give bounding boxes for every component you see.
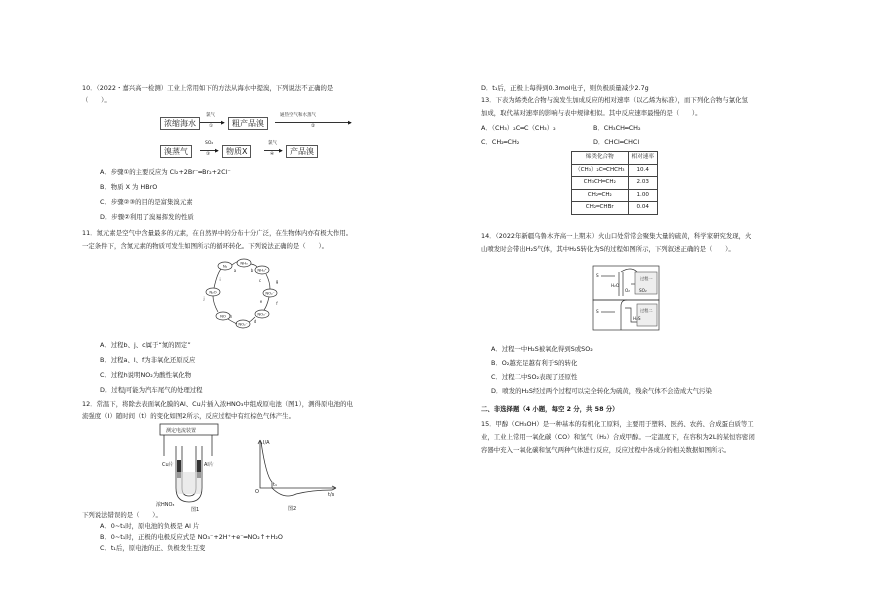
q13-option-b: B．CH₃CH═CH₂ bbox=[593, 124, 641, 132]
figure-label-so2: SO₂ bbox=[639, 288, 647, 293]
figure-2-caption: 图2 bbox=[288, 506, 297, 512]
table-header-cell: 相对速率 bbox=[628, 152, 657, 165]
q14-option-a: A．过程一中H₂S被氧化得到S或SO₂ bbox=[491, 345, 593, 353]
galvanic-cell-figure-1 bbox=[146, 422, 246, 512]
flow1-arrow1-label: 氯气 bbox=[206, 113, 215, 118]
figure-label-process1: 过程一 bbox=[640, 276, 653, 281]
cu-electrode-label: Cu片 bbox=[162, 462, 174, 468]
q12-question: 下列说法错误的是（ ）。 bbox=[82, 511, 162, 519]
table-cell: 0.04 bbox=[628, 202, 657, 215]
table-cell: CH₃CH═CH₂ bbox=[572, 177, 629, 190]
q11-option-a: A．过程b、j、c属于“氮的固定” bbox=[100, 341, 191, 349]
cycle-node-2: NH₃ bbox=[240, 260, 248, 266]
q10-option-a: A．步骤①的主要反应为 Cl₂+2Br⁻═Br₂+2Cl⁻ bbox=[100, 168, 231, 176]
cycle-letter-e: e bbox=[259, 299, 263, 304]
figure-label-s-bottom: S bbox=[596, 309, 599, 314]
flow2-box-substance-x: 物质X bbox=[222, 145, 251, 158]
q15-line3: 容器中充入一氧化碳和氢气两种气体进行反应，反应过程中各成分的相关数据如图所示。 bbox=[481, 446, 731, 454]
q15-line1: 15．甲醇（CH₃OH）是一种基本的有机化工原料，主要用于塑料、医药、农药、合成蛋白质等工 bbox=[481, 420, 754, 428]
table-row bbox=[572, 164, 658, 177]
cycle-letter-h: h bbox=[229, 314, 233, 319]
q10-stem-line2: （ ）。 bbox=[82, 96, 111, 104]
arrow-head-icon: ▶ bbox=[348, 120, 352, 126]
q13-stem-line2: 加成，取代基对速率的影响与表中规律相似。其中反应速率最慢的是（ ）。 bbox=[481, 109, 702, 117]
arrow-head-icon: ▶ bbox=[279, 148, 283, 154]
current-time-graph-figure-2 bbox=[252, 438, 342, 514]
cycle-node-4: NO₂⁻ bbox=[265, 290, 275, 296]
figure-label-o2: O₂ bbox=[625, 288, 630, 293]
cycle-node-6: NO₂⁻ bbox=[238, 321, 248, 327]
cycle-letter-g: g bbox=[275, 279, 279, 284]
figure-label-process2: 过程二 bbox=[640, 308, 653, 313]
flow1-arrow2-label: 通热空气和水蒸气 bbox=[280, 113, 316, 118]
cycle-letter-f: f bbox=[276, 301, 278, 306]
table-cell: 1.00 bbox=[628, 189, 657, 202]
graph-x-axis-label: t/s bbox=[328, 492, 335, 498]
q14-option-d: D．喷发的H₂S经过两个过程可以完全转化为硫黄，残余气体不会造成大气污染 bbox=[491, 387, 712, 395]
flow2-box-bromine-vapor: 溴蒸气 bbox=[160, 145, 192, 158]
q13-option-c: C．CH₂═CH₂ bbox=[481, 138, 520, 146]
q12-option-d: D．t₁后，正极上每得到0.3mol电子，则负极质量减少2.7g bbox=[481, 84, 649, 92]
q13-stem-line1: 13．下表为烯类化合物与溴发生加成反应的相对速率（以乙烯为标准），而下列化合物与氯化氢 bbox=[481, 96, 748, 104]
q11-option-b: B．过程a、l、f为非氧化还原反应 bbox=[100, 356, 196, 364]
figure-1-caption: 图1 bbox=[191, 507, 200, 512]
q14-option-c: C．过程二中SO₂表现了还原性 bbox=[491, 373, 578, 381]
table-header-cell: 烯类化合物 bbox=[572, 152, 629, 165]
arrow-head-icon: ▶ bbox=[221, 120, 225, 126]
table-cell: 2.03 bbox=[628, 177, 657, 190]
cycle-node-5: NO₃⁻ bbox=[257, 311, 267, 317]
q14-stem-line1: 14．（2022年新疆乌鲁木齐高一上期末）火山口处常常会聚集大量的硫黄，科学家研究发现，火 bbox=[481, 232, 752, 240]
cycle-letter-c: c bbox=[258, 278, 262, 283]
cycle-letter-i: i bbox=[219, 277, 221, 282]
q10-option-d: D．步骤②利用了溴易挥发的性质 bbox=[100, 213, 194, 221]
flow2-box-product-bromine: 产品溴 bbox=[286, 145, 318, 158]
cycle-letter-j: j bbox=[203, 296, 205, 301]
flow1-box-concentrated-seawater: 浓缩海水 bbox=[160, 117, 200, 130]
volcano-h2s-figure bbox=[591, 262, 663, 336]
flow2-arrow2-step: ④ bbox=[270, 152, 275, 157]
flow1-box-crude-bromine: 粗产品溴 bbox=[228, 117, 268, 130]
q12-option-c: C．t₁后，原电池的正、负极发生互变 bbox=[100, 544, 206, 552]
arrow-head-icon: ▶ bbox=[215, 148, 219, 154]
q10-stem-line1: 10．（2022・嘉兴高一检测）工业上常用如下的方法从海水中提溴，下列说法不正确的是 bbox=[82, 84, 334, 92]
q13-option-d: D．CHCl═CHCl bbox=[593, 138, 640, 146]
q14-option-b: B．O₂越充足越有利于S的转化 bbox=[491, 359, 578, 367]
q11-stem-line1: 11．氮元素是空气中含量最多的元素，在自然界中的分布十分广泛，在生物体内亦有极大作用。 bbox=[82, 229, 353, 237]
q12-stem-line1: 12．常温下，将除去表面氧化膜的Al、Cu片插入浓HNO₃中组成原电池（图1），测得原电池的电 bbox=[82, 400, 353, 408]
figure-label-h2s: H₂S bbox=[633, 316, 641, 321]
alkene-rate-table bbox=[571, 151, 658, 215]
table-cell: CH₂═CHBr bbox=[572, 202, 629, 215]
graph-t1-label: t₁ bbox=[273, 482, 277, 488]
cycle-node-1: N₂ bbox=[222, 263, 228, 269]
nitrogen-cycle-diagram bbox=[200, 256, 286, 332]
flow1-arrow1-step: ① bbox=[209, 124, 214, 129]
q11-option-c: C．过程h说明NO₂为酸性氧化物 bbox=[100, 371, 192, 379]
figure-label-h2o: H₂O bbox=[611, 283, 620, 288]
q11-stem-line2: 一定条件下，含氮元素的物质可发生如图所示的循环转化。下列说法正确的是（ ）。 bbox=[82, 242, 329, 250]
q14-stem-line2: 山喷发时会带出H₂S气体，其中H₂S转化为S的过程如图所示，下列叙述正确的是（ ）。 bbox=[481, 245, 735, 253]
acid-label: 浓HNO₃ bbox=[156, 502, 175, 508]
al-electrode-label: Al片 bbox=[204, 462, 214, 468]
current-meter-label: 测定电流装置 bbox=[166, 428, 197, 434]
figure-label-s-top: S bbox=[596, 273, 599, 278]
section-heading-non-choice: 二、非选择题（4 小题，每空 2 分，共 58 分） bbox=[481, 405, 619, 413]
cycle-node-7: NO bbox=[220, 313, 226, 319]
q12-option-a: A．0~t₁时，原电池的负极是 Al 片 bbox=[100, 522, 200, 530]
q10-option-b: B．物质 X 为 HBrO bbox=[100, 183, 158, 191]
q10-option-c: C．步骤②③的目的是富集溴元素 bbox=[100, 198, 193, 206]
flow2-arrow1-step: ③ bbox=[206, 152, 211, 157]
table-row bbox=[572, 202, 658, 215]
q12-option-b: B．0~t₁时，正极的电极反应式是 NO₃⁻+2H⁺+e⁻═NO₂↑+H₂O bbox=[100, 533, 283, 541]
cycle-letter-a: a bbox=[233, 268, 237, 273]
table-row bbox=[572, 177, 658, 190]
cycle-node-3: NH₄⁺ bbox=[257, 267, 267, 273]
q11-option-d: D．过程j可能为汽车尾气的处理过程 bbox=[100, 386, 203, 394]
graph-y-axis-label: I/A bbox=[263, 440, 270, 446]
flow1-arrow2-step: ② bbox=[311, 124, 316, 129]
q13-option-a: A．（CH₃）₂C═C（CH₃）₂ bbox=[481, 124, 556, 132]
cycle-letter-d: d bbox=[253, 319, 257, 324]
flow2-arrow1-label: SO₂ bbox=[205, 141, 214, 146]
q15-line2: 业，工业上常用一氧化碳（CO）和氢气（H₂）合成甲醇。一定温度下，在容积为2L的某恒容密闭 bbox=[481, 433, 755, 441]
flow1-arrow2 bbox=[275, 122, 351, 123]
cycle-letter-b: b bbox=[250, 268, 254, 273]
q12-stem-line2: 流强度（I）随时间（t）的变化如图2所示，反应过程中有红棕色气体产生。 bbox=[82, 412, 295, 420]
table-cell: （CH₃）₂C═CHCH₃ bbox=[572, 164, 629, 177]
cycle-node-8: N₂O bbox=[209, 289, 217, 295]
flow2-arrow2-label: 氯气 bbox=[268, 141, 277, 146]
graph-origin-label: O bbox=[255, 489, 259, 495]
table-header-row bbox=[572, 152, 658, 165]
table-row bbox=[572, 189, 658, 202]
table-cell: CH₂═CH₂ bbox=[572, 189, 629, 202]
table-cell: 10.4 bbox=[628, 164, 657, 177]
